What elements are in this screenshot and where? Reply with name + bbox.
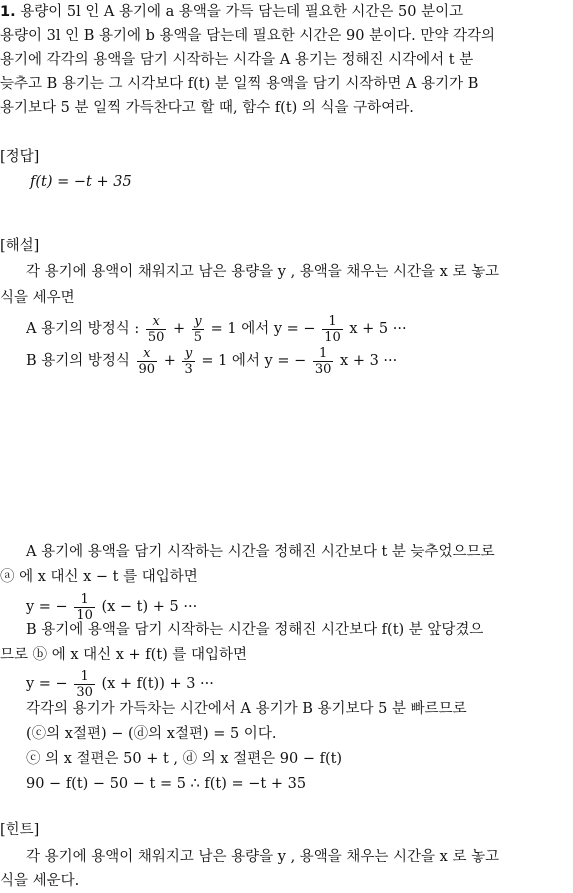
fraction-num: 1 — [313, 346, 334, 362]
explanation-line-7: 각각의 용기가 가득차는 시간에서 A 용기가 B 용기보다 5 분 빠르므로 — [26, 701, 467, 717]
fraction-y-5 — [192, 314, 204, 345]
problem-line-3: 용기에 각각의 용액을 담기 시작하는 시각을 A 용기는 정해진 시각에서 t 분 — [0, 52, 474, 68]
answer-heading: [정답] — [0, 149, 40, 165]
equation-a — [0, 312, 573, 346]
explanation-line-4: ⓐ 에 x 대신 x − t 를 대입하면 — [0, 569, 198, 585]
fraction-den: 90 — [138, 361, 156, 377]
problem-number: 1. — [0, 4, 16, 20]
explanation-line-6: 므로 ⓑ 에 x 대신 x + f(t) 를 대입하면 — [0, 647, 248, 663]
hint-line-2: 식을 세운다. — [0, 873, 80, 889]
fraction-num: 1 — [322, 314, 343, 330]
problem-line-1 — [0, 0, 573, 24]
fraction-den: 30 — [76, 684, 93, 700]
equation-a-label: A 용기의 방정식 : — [26, 321, 140, 337]
explanation-line-9: ⓒ 의 x 절편은 50 + t , ⓓ 의 x 절편은 90 − f(t) — [26, 751, 343, 767]
fraction-1-30 — [74, 669, 95, 700]
problem-line-2: 용량이 3l 인 B 용기에 b 용액을 담는데 필요한 시간은 90 분이다. 만약 각각의 — [0, 28, 495, 44]
equation-a-tail: x + 5 ··· — [349, 321, 407, 337]
fraction-den: 10 — [324, 329, 341, 345]
explanation-line-3: A 용기에 용액을 담기 시작하는 시간을 정해진 시간보다 t 분 늦추었으므로 — [26, 544, 495, 560]
fraction-y-3 — [182, 346, 194, 377]
hint-heading: [힌트] — [0, 822, 40, 838]
fraction-x-90 — [137, 346, 158, 377]
equation-a-mid: = 1 에서 y = − — [210, 321, 316, 337]
fraction-den: 3 — [184, 361, 193, 377]
fraction-den: 10 — [76, 607, 93, 623]
fraction-den: 5 — [193, 329, 203, 345]
fraction-den: 50 — [147, 329, 165, 345]
fraction-1-30 — [313, 346, 334, 377]
fraction-num: 1 — [74, 592, 95, 608]
equation-b-tail: x + 3 ··· — [340, 353, 398, 369]
explanation-line-10: 90 − f(t) − 50 − t = 5 ∴ f(t) = −t + 35 — [26, 776, 307, 792]
fraction-num: x — [146, 314, 167, 330]
explanation-line-8: (ⓒ의 x절편) − (ⓓ의 x절편) = 5 이다. — [26, 726, 277, 742]
problem-line-5: 용기보다 5 분 일찍 가득찬다고 할 때, 함수 f(t) 의 식을 구하여라. — [0, 100, 414, 116]
equation-2-tail: (x + f(t)) + 3 ··· — [101, 676, 214, 692]
equation-b-label: B 용기의 방정식 — [26, 353, 130, 369]
explanation-heading: [해설] — [0, 238, 40, 254]
equation-1-tail: (x − t) + 5 ··· — [101, 599, 198, 615]
fraction-x-50 — [146, 314, 167, 345]
equation-1-pre: y = − — [26, 599, 68, 615]
problem-line-4: 늦추고 B 용기는 그 시각보다 f(t) 분 일찍 용액을 담기 시작하면 A 용기가 B — [0, 76, 479, 92]
answer-formula-text: f(t) = −t + 35 — [30, 174, 132, 190]
fraction-num: y — [192, 314, 204, 330]
explanation-line-2: 식을 세우면 — [0, 290, 75, 306]
equation-2-pre: y = − — [26, 676, 68, 692]
fraction-den: 30 — [314, 361, 332, 377]
plus-sign: + — [173, 321, 186, 337]
fraction-num: y — [182, 346, 194, 362]
equation-b — [0, 344, 573, 378]
fraction-num: x — [137, 346, 158, 362]
equation-b-mid: = 1 에서 y = − — [201, 353, 307, 369]
hint-line-1: 각 용기에 용액이 채워지고 남은 용량을 y , 용액을 채우는 시간을 x 로 놓고 — [26, 849, 500, 865]
explanation-line-5: B 용기에 용액을 담기 시작하는 시간을 정해진 시간보다 f(t) 분 앞당겼으 — [26, 622, 484, 638]
fraction-num: 1 — [74, 669, 95, 685]
explanation-line-1: 각 용기에 용액이 채워지고 남은 용량을 y , 용액을 채우는 시간을 x 로 놓고 — [26, 264, 500, 280]
plus-sign: + — [163, 353, 176, 369]
problem-text-1: 용량이 5l 인 A 용기에 a 용액을 가득 담는데 필요한 시간은 50 분이고 — [20, 4, 464, 20]
answer-formula — [0, 170, 573, 194]
equation-2 — [0, 667, 573, 701]
fraction-1-10 — [322, 314, 343, 345]
